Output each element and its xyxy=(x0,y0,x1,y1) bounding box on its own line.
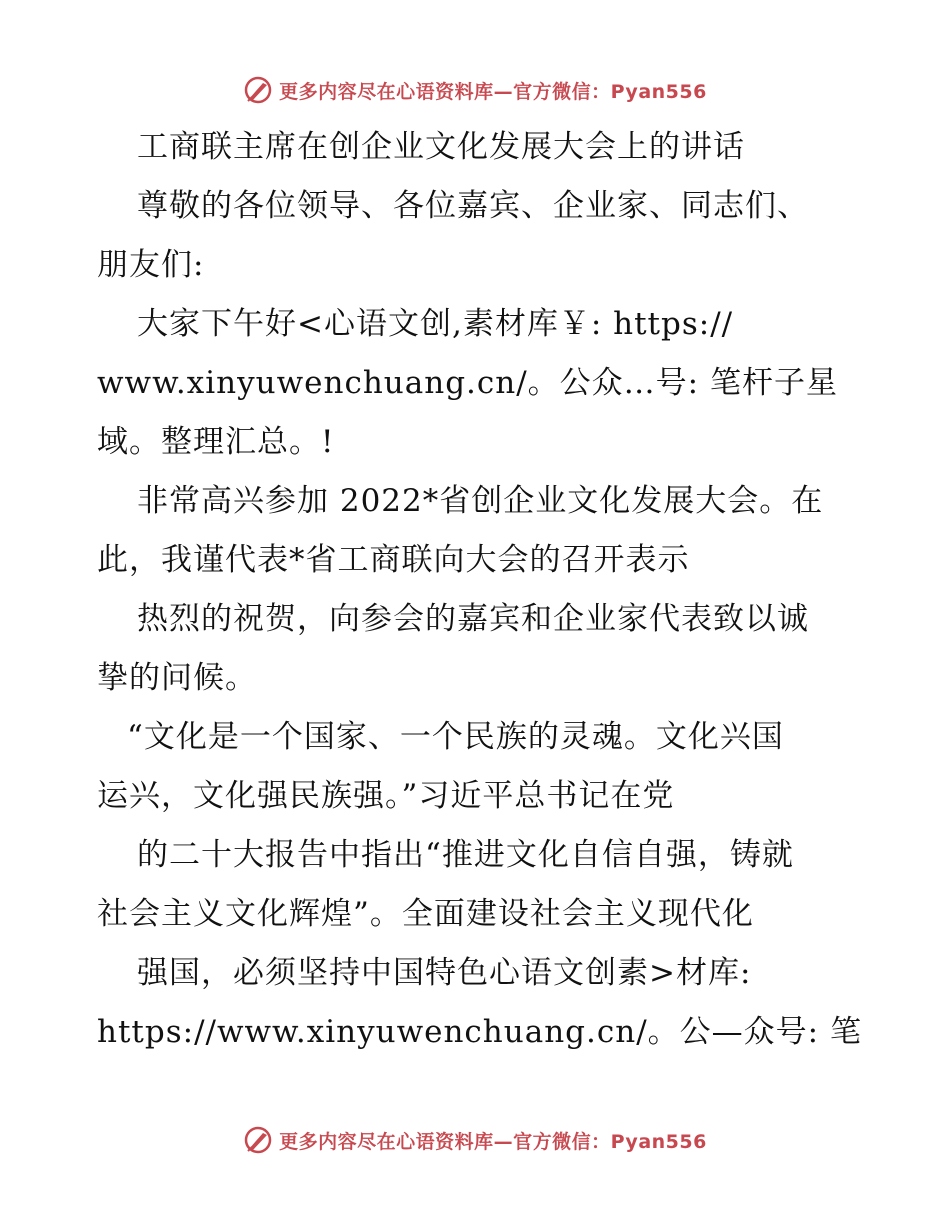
watermark-text: 更多内容尽在心语资料库—官方微信：Pyan556 xyxy=(279,1130,707,1153)
text-line: 非常高兴参加 2022*省创企业文化发展大会。在 xyxy=(137,483,824,519)
text-line: https://www.xinyuwenchuang.cn/。公—众号: 笔 xyxy=(97,1014,862,1050)
watermark-text: 更多内容尽在心语资料库—官方微信：Pyan556 xyxy=(279,80,707,103)
text-line: 域。整理汇总。! xyxy=(97,424,335,460)
text-line: 热烈的祝贺，向参会的嘉宾和企业家代表致以诚 xyxy=(137,601,809,637)
text-line: 强国，必须坚持中国特色心语文创素>材库: xyxy=(137,955,752,991)
text-line: 尊敬的各位领导、各位嘉宾、企业家、同志们、 xyxy=(137,188,809,224)
text-line: 的二十大报告中指出“推进文化自信自强，铸就 xyxy=(137,837,794,873)
footer-watermark-banner xyxy=(0,1120,950,1160)
feather-pen-logo-icon xyxy=(243,1125,273,1155)
feather-pen-logo-icon xyxy=(243,75,273,105)
text-line: 大家下午好<心语文创,素材库￥: https:// xyxy=(137,306,734,342)
text-line: “文化是一个国家、一个民族的灵魂。文化兴国 xyxy=(127,719,784,755)
document-title: 工商联主席在创企业文化发展大会上的讲话 xyxy=(137,129,745,165)
text-line: www.xinyuwenchuang.cn/。公众…号: 笔杆子星 xyxy=(97,365,838,401)
text-line: 挚的问候。 xyxy=(97,660,257,696)
speech-document xyxy=(97,118,862,1062)
text-line: 社会主义文化辉煌”。全面建设社会主义现代化 xyxy=(97,896,754,932)
text-line: 朋友们: xyxy=(97,247,205,283)
text-line: 运兴，文化强民族强。”习近平总书记在党 xyxy=(97,778,675,814)
text-line: 此，我谨代表*省工商联向大会的召开表示 xyxy=(97,542,690,578)
header-watermark-banner xyxy=(0,70,950,110)
